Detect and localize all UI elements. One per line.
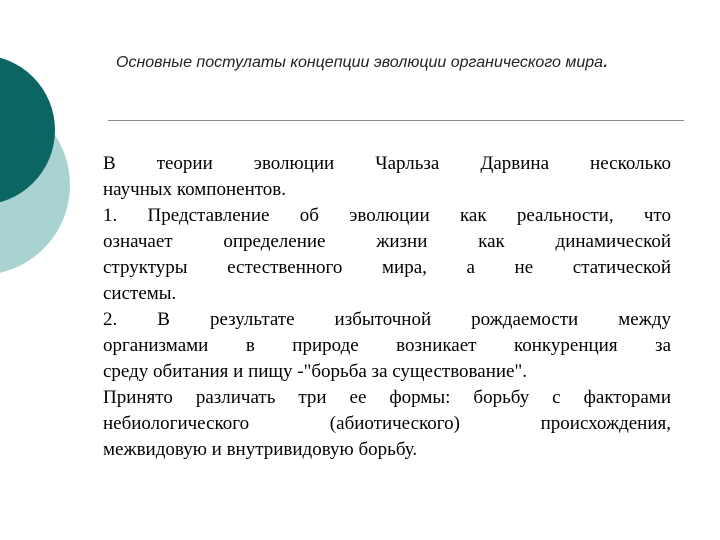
text-line: 1. Представление об эволюции как реальности, что xyxy=(103,205,671,226)
title-divider xyxy=(108,120,684,121)
text-line: В теории эволюции Чарльза Дарвина несколько xyxy=(103,153,671,174)
slide-title-end: . xyxy=(603,47,610,72)
text-line: организмами в природе возникает конкуренция за xyxy=(103,335,671,356)
paragraph-point-1 xyxy=(103,203,671,307)
paragraph-point-2 xyxy=(103,307,671,385)
slide-body xyxy=(103,151,671,463)
text-line: 2. В результате избыточной рождаемости между xyxy=(103,309,671,330)
paragraph-intro xyxy=(103,151,671,203)
text-line: системы. xyxy=(103,283,177,304)
text-line: небиологического (абиотического) происхождения, xyxy=(103,413,671,434)
text-line: межвидовую и внутривидовую борьбу. xyxy=(103,439,418,460)
text-line: означает определение жизни как динамической xyxy=(103,231,671,252)
text-line: научных компонентов. xyxy=(103,179,287,200)
text-line: среду обитания и пищу -"борьба за существование". xyxy=(103,361,527,382)
text-line: структуры естественного мира, а не статической xyxy=(103,257,671,278)
text-line: Принято различать три ее формы: борьбу с факторами xyxy=(103,387,671,408)
slide-title xyxy=(116,40,696,83)
slide-title-text: Основные постулаты концепции эволюции органического мира xyxy=(116,54,604,71)
paragraph-forms xyxy=(103,385,671,463)
decorative-circles xyxy=(0,0,120,300)
